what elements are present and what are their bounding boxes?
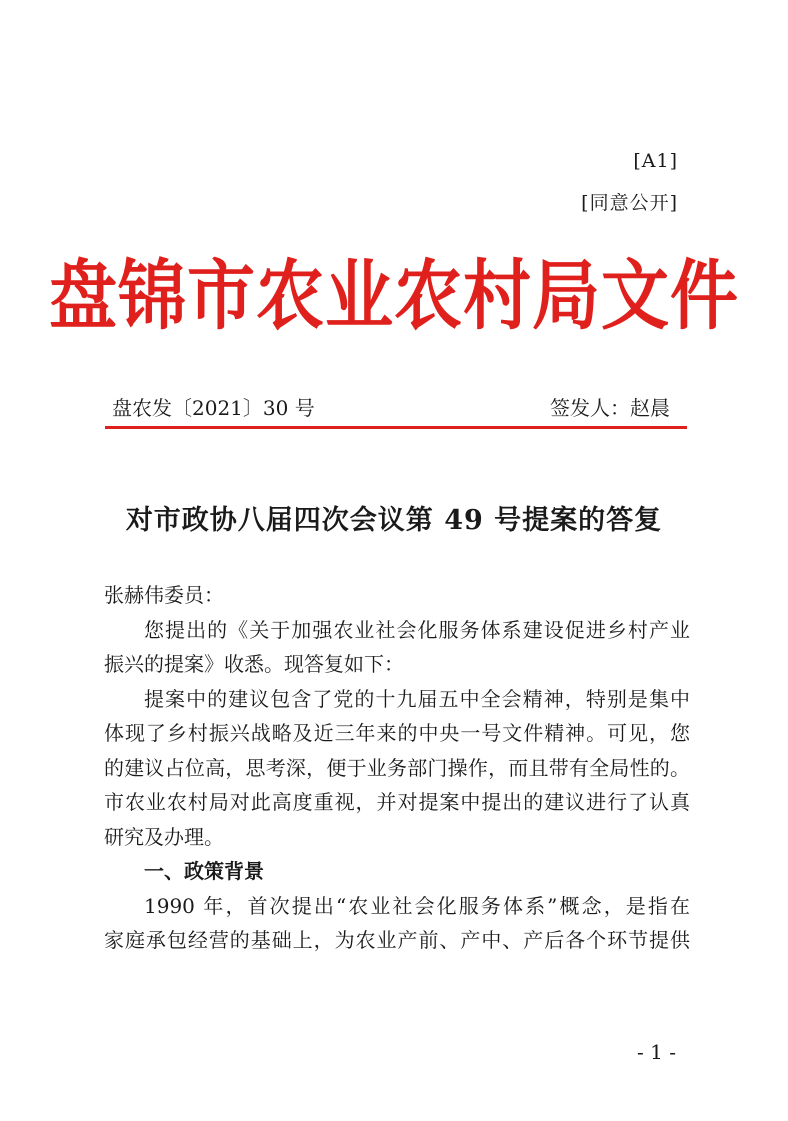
paragraph-line: 振兴的提案》收悉。现答复如下： — [104, 652, 404, 676]
paragraph-line: 体现了乡村振兴战略及近三年来的中央一号文件精神。可见，您 — [104, 721, 690, 745]
document-title: 对市政协八届四次会议第 49 号提案的答复 — [125, 505, 663, 536]
document-number: 盘农发〔2021〕30 号 — [112, 396, 315, 420]
paragraph-line: 市农业农村局对此高度重视，并对提案中提出的建议进行了认真 — [104, 790, 690, 814]
disclosure-tag: [同意公开] — [581, 192, 678, 214]
paragraph-line: 提案中的建议包含了党的十九届五中全会精神，特别是集中 — [144, 686, 690, 711]
paragraph-line: 研究及办理。 — [104, 824, 224, 849]
salutation: 张赫伟委员： — [104, 583, 224, 607]
page-number: - 1 - — [637, 1040, 676, 1064]
section-heading: 一、政策背景 — [144, 859, 264, 883]
signer: 签发人：赵晨 — [550, 396, 670, 420]
document-body — [104, 578, 690, 958]
red-divider-line — [105, 426, 687, 429]
paragraph-line: 您提出的《关于加强农业社会化服务体系建设促进乡村产业 — [144, 617, 690, 642]
classification-tag: [A1] — [633, 150, 678, 172]
paragraph-line: 1990 年，首次提出“农业社会化服务体系”概念，是指在 — [144, 893, 690, 918]
paragraph-line: 家庭承包经营的基础上，为农业产前、产中、产后各个环节提供 — [104, 928, 690, 952]
paragraph-line: 的建议占位高，思考深，便于业务部门操作，而且带有全局性的。 — [104, 755, 690, 780]
agency-title: 盘锦市农业农村局文件 — [48, 252, 739, 342]
